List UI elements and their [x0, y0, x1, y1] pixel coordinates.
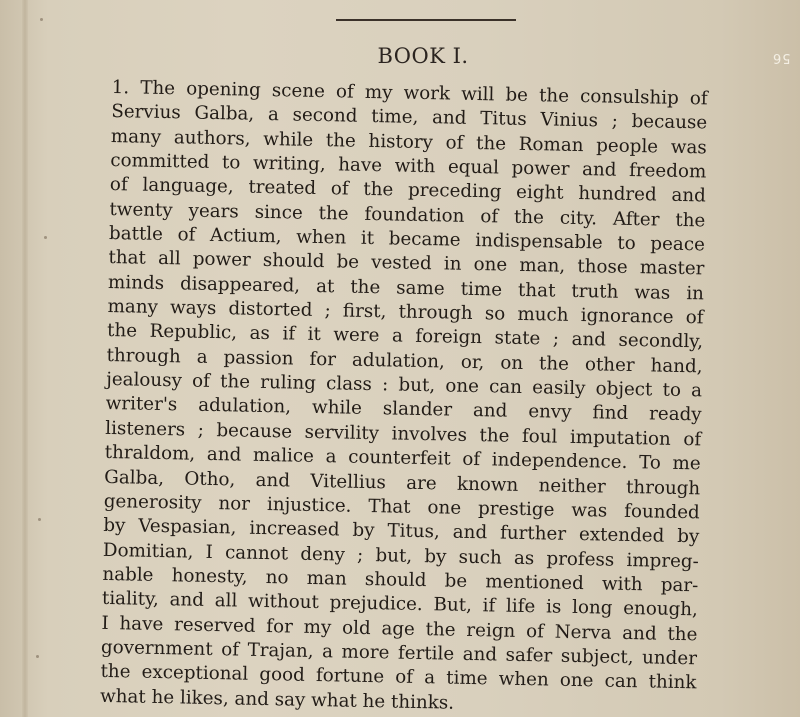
text-line: listeners ; because servility involves the foul imputation of — [105, 417, 702, 451]
paper-speck — [38, 518, 41, 521]
text-line: minds disappeared, at the same time that truth was in — [107, 271, 705, 305]
text-line: by Vespasian, increased by Titus, and further extended by — [103, 515, 700, 548]
text-line: 1. The opening scene of my work will be the consulship of — [111, 76, 708, 110]
paper-speck — [44, 236, 47, 239]
page-number: 56 — [772, 50, 791, 65]
text-line: the Republic, as if it were a foreign state ; and secondly, — [106, 320, 704, 353]
text-line: tiality, and all without prejudice. But, if life is long enough, — [101, 588, 699, 621]
text-line: nable honesty, no man should be mentioned with par- — [102, 563, 699, 597]
header-rule — [336, 19, 516, 21]
text-line: jealousy of the ruling class : but, one can easily object to a — [105, 369, 703, 402]
book-title: BOOK I. — [377, 44, 469, 68]
text-line: battle of Actium, when it became indispensable to peace — [108, 223, 706, 256]
text-line: that all power should be vested in one man, those master — [108, 247, 705, 280]
text-line: many ways distorted ; first, through so much ignorance of — [107, 296, 704, 329]
text-line: I have reserved for my old age the reign of Nerva and the — [101, 612, 698, 645]
text-line: Galba, Otho, and Vitellius are known neither through — [104, 466, 701, 499]
text-line: of language, treated of the preceding eight hundred and — [109, 174, 707, 207]
text-line: what he likes, and say what he thinks. — [99, 685, 455, 714]
text-line: twenty years since the foundation of the city. After the — [109, 198, 706, 232]
text-line: thraldom, and malice a counterfeit of independence. To me — [104, 442, 701, 475]
text-line: government of Trajan, a more fertile and safer subject, under — [100, 636, 698, 670]
text-line: Servius Galba, a second time, and Titus Vinius ; because — [111, 101, 708, 134]
text-line: writer's adulation, while slander and envy find ready — [105, 393, 702, 426]
text-line: many authors, while the history of the Roman people was — [110, 125, 707, 159]
paper-speck — [40, 18, 43, 21]
paper-speck — [36, 655, 39, 658]
text-line: through a passion for adulation, or, on the other hand, — [106, 344, 703, 378]
text-line: the exceptional good fortune of a time when one can think — [100, 661, 697, 694]
text-line: Domitian, I cannot deny ; but, by such as profess impreg- — [102, 539, 699, 572]
body-paragraph — [100, 76, 708, 717]
text-line: generosity nor injustice. That one prestige was founded — [103, 490, 700, 524]
text-line: committed to writing, have with equal power and freedom — [110, 150, 707, 183]
